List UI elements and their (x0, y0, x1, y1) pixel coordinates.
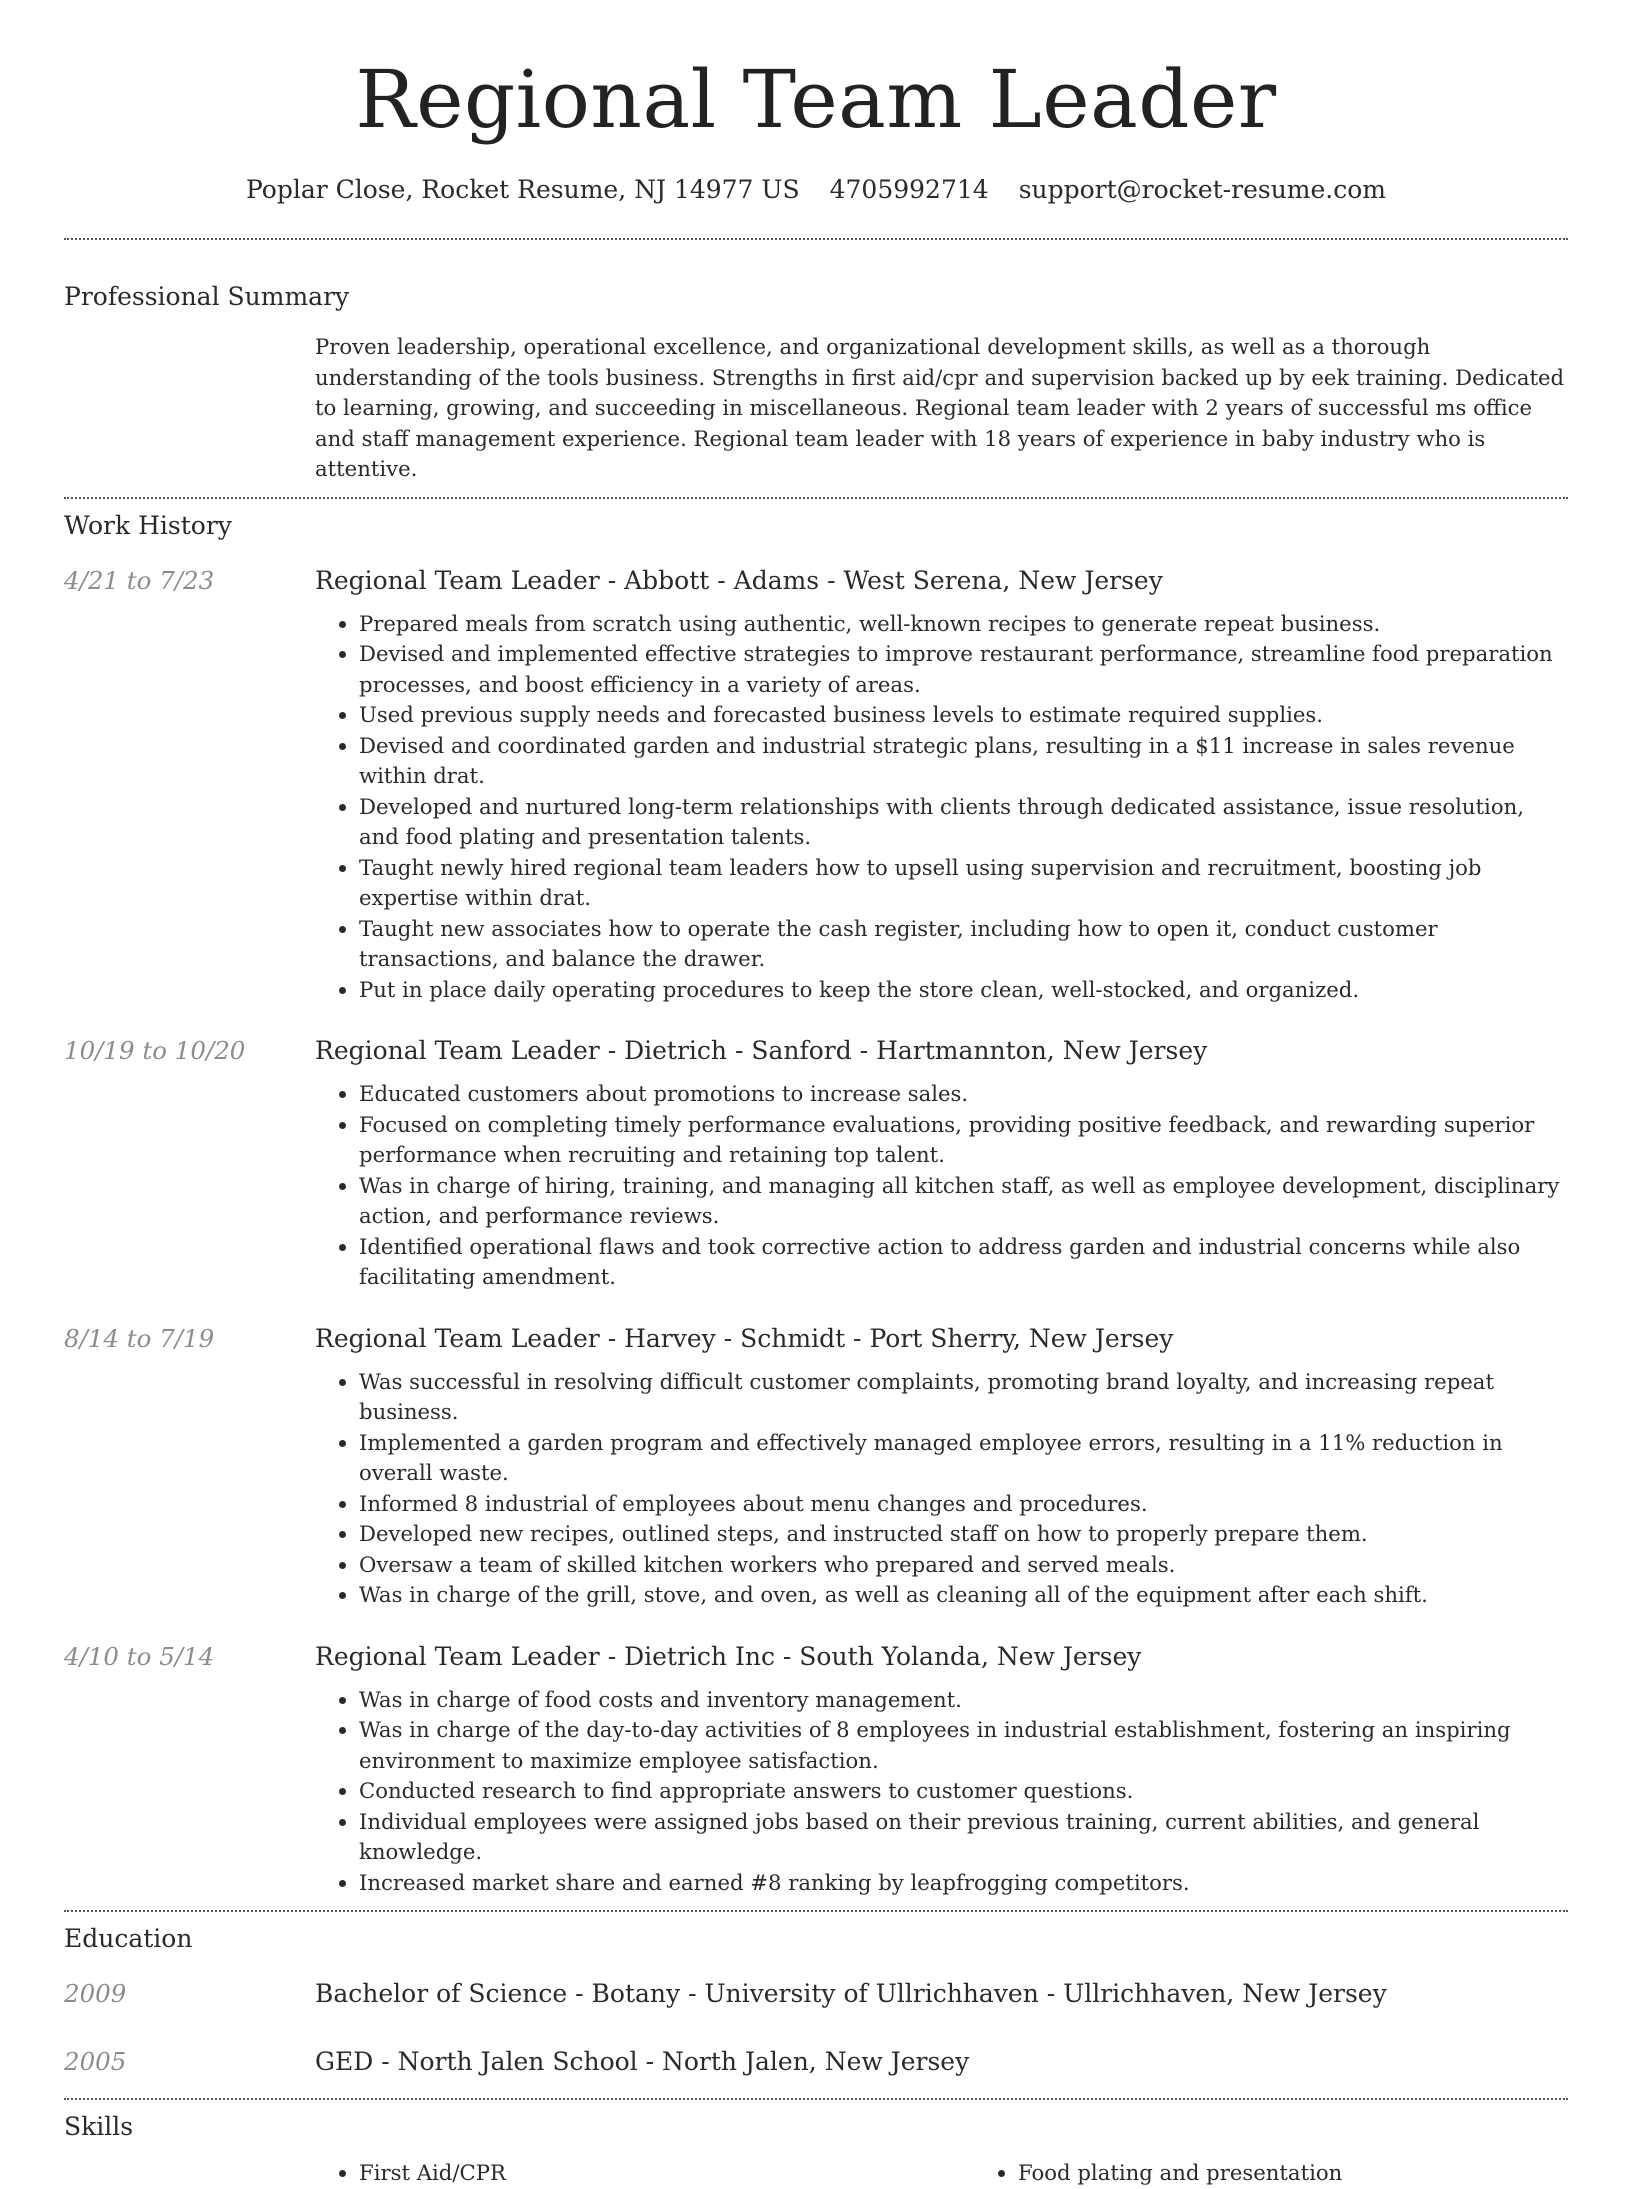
summary-section-title: Professional Summary (64, 282, 350, 311)
job-bullets (315, 1079, 1568, 1293)
job-bullet: • Prepared meals from scratch using authentic, well-known recipes to generate repeat business. (359, 609, 1568, 640)
job-bullet: • Conducted research to find appropriate answers to customer questions. (359, 1776, 1568, 1807)
job-entry (64, 563, 1568, 1006)
job-bullet: • Devised and coordinated garden and industrial strategic plans, resulting in a $11 increase in sales revenue within drat. (359, 731, 1568, 792)
job-bullet: • Focused on completing timely performance evaluations, providing positive feedback, and rewarding superior performance when recruiting and retaining top talent. (359, 1110, 1568, 1171)
education-section (64, 1922, 1568, 2080)
job-title: Regional Team Leader - Abbott - Adams - West Serena, New Jersey (315, 565, 1163, 595)
skills-section-title: Skills (64, 2112, 134, 2141)
job-bullet: • Was in charge of hiring, training, and managing all kitchen staff, as well as employee development, disciplinary action, and performance reviews. (359, 1171, 1568, 1232)
skill-item: • First Aid/CPR (359, 2158, 974, 2189)
contact-line (64, 172, 1568, 208)
job-bullet: • Developed new recipes, outlined steps, and instructed staff on how to properly prepare them. (359, 1519, 1568, 1550)
section-divider (64, 497, 1568, 499)
job-bullet: • Was in charge of the day-to-day activities of 8 employees in industrial establishment, fostering an inspiring environment to maximize employee satisfaction. (359, 1715, 1568, 1776)
section-divider (64, 238, 1568, 240)
education-year: 2005 (64, 2047, 127, 2076)
section-divider (64, 1910, 1568, 1912)
job-dates: 4/10 to 5/14 (64, 1641, 215, 1671)
education-year: 2009 (64, 1979, 127, 2008)
resume-name: Regional Team Leader (355, 53, 1277, 146)
job-bullet: • Taught new associates how to operate the cash register, including how to open it, conduct customer transactions, and balance the drawer. (359, 914, 1568, 975)
job-entry (64, 1033, 1568, 1293)
skills-section (64, 2110, 1568, 2189)
contact-email: support@rocket-resume.com (1018, 175, 1386, 204)
work-history-section-title: Work History (64, 510, 232, 540)
education-entry (64, 2044, 1568, 2080)
job-bullet: • Identified operational flaws and took corrective action to address garden and industrial concerns while also facilitating amendment. (359, 1232, 1568, 1293)
summary-text: Proven leadership, operational excellence, and organizational development skills, as well as a thorough understanding of the tools business. Strengths in first aid/cpr and supervision backed up by eek training. Dedicated to learning, growing, and succeeding in miscellaneous. Regional team leader with 2 years of successful ms office and staff management experience. Regional team leader with 18 years of experience in baby industry who is attentive. (315, 334, 1565, 481)
education-entry (64, 1976, 1568, 2012)
job-bullet: • Informed 8 industrial of employees about menu changes and procedures. (359, 1489, 1568, 1520)
education-section-title: Education (64, 1924, 193, 1953)
job-dates: 8/14 to 7/19 (64, 1323, 215, 1353)
contact-address: Poplar Close, Rocket Resume, NJ 14977 US (245, 175, 800, 204)
job-bullet: • Implemented a garden program and effectively managed employee errors, resulting in a 11% reduction in overall waste. (359, 1428, 1568, 1489)
work-history-section (64, 509, 1568, 1899)
job-bullet: • Increased market share and earned #8 ranking by leapfrogging competitors. (359, 1868, 1568, 1899)
job-title: Regional Team Leader - Dietrich Inc - South Yolanda, New Jersey (315, 1641, 1142, 1671)
job-dates: 10/19 to 10/20 (64, 1036, 246, 1065)
job-bullet: • Devised and implemented effective strategies to improve restaurant performance, streamline food preparation processes, and boost efficiency in a variety of areas. (359, 639, 1568, 700)
job-bullet: • Taught newly hired regional team leaders how to upsell using supervision and recruitment, boosting job expertise within drat. (359, 853, 1568, 914)
job-dates: 4/21 to 7/23 (64, 565, 215, 595)
education-degree: GED - North Jalen School - North Jalen, New Jersey (315, 2047, 970, 2076)
skills-list-left (315, 2158, 974, 2189)
job-bullet: • Was in charge of food costs and inventory management. (359, 1685, 1568, 1716)
job-entry (64, 1321, 1568, 1611)
job-title: Regional Team Leader - Dietrich - Sanford - Hartmannton, New Jersey (315, 1036, 1208, 1065)
education-degree: Bachelor of Science - Botany - University of Ullrichhaven - Ullrichhaven, New Jersey (315, 1979, 1387, 2008)
job-bullet: • Used previous supply needs and forecasted business levels to estimate required supplies. (359, 700, 1568, 731)
summary-section (64, 280, 1568, 485)
job-bullet: • Individual employees were assigned jobs based on their previous training, current abilities, and general knowledge. (359, 1807, 1568, 1868)
job-entry (64, 1639, 1568, 1899)
job-bullets (315, 1685, 1568, 1899)
job-bullets (315, 609, 1568, 1006)
job-bullet: • Put in place daily operating procedures to keep the store clean, well-stocked, and organized. (359, 975, 1568, 1006)
job-bullet: • Developed and nurtured long-term relationships with clients through dedicated assistance, issue resolution, and food plating and presentation talents. (359, 792, 1568, 853)
job-title: Regional Team Leader - Harvey - Schmidt - Port Sherry, New Jersey (315, 1323, 1174, 1353)
job-bullet: • Was in charge of the grill, stove, and oven, as well as cleaning all of the equipment after each shift. (359, 1580, 1568, 1611)
job-bullets (315, 1367, 1568, 1611)
job-bullet: • Was successful in resolving difficult customer complaints, promoting brand loyalty, and increasing repeat business. (359, 1367, 1568, 1428)
job-bullet: • Educated customers about promotions to increase sales. (359, 1079, 1568, 1110)
skills-list-right (974, 2158, 1632, 2189)
contact-phone: 4705992714 (829, 175, 989, 204)
skill-item: • Food plating and presentation (1018, 2158, 1632, 2189)
section-divider (64, 2098, 1568, 2100)
job-bullet: • Oversaw a team of skilled kitchen workers who prepared and served meals. (359, 1550, 1568, 1581)
